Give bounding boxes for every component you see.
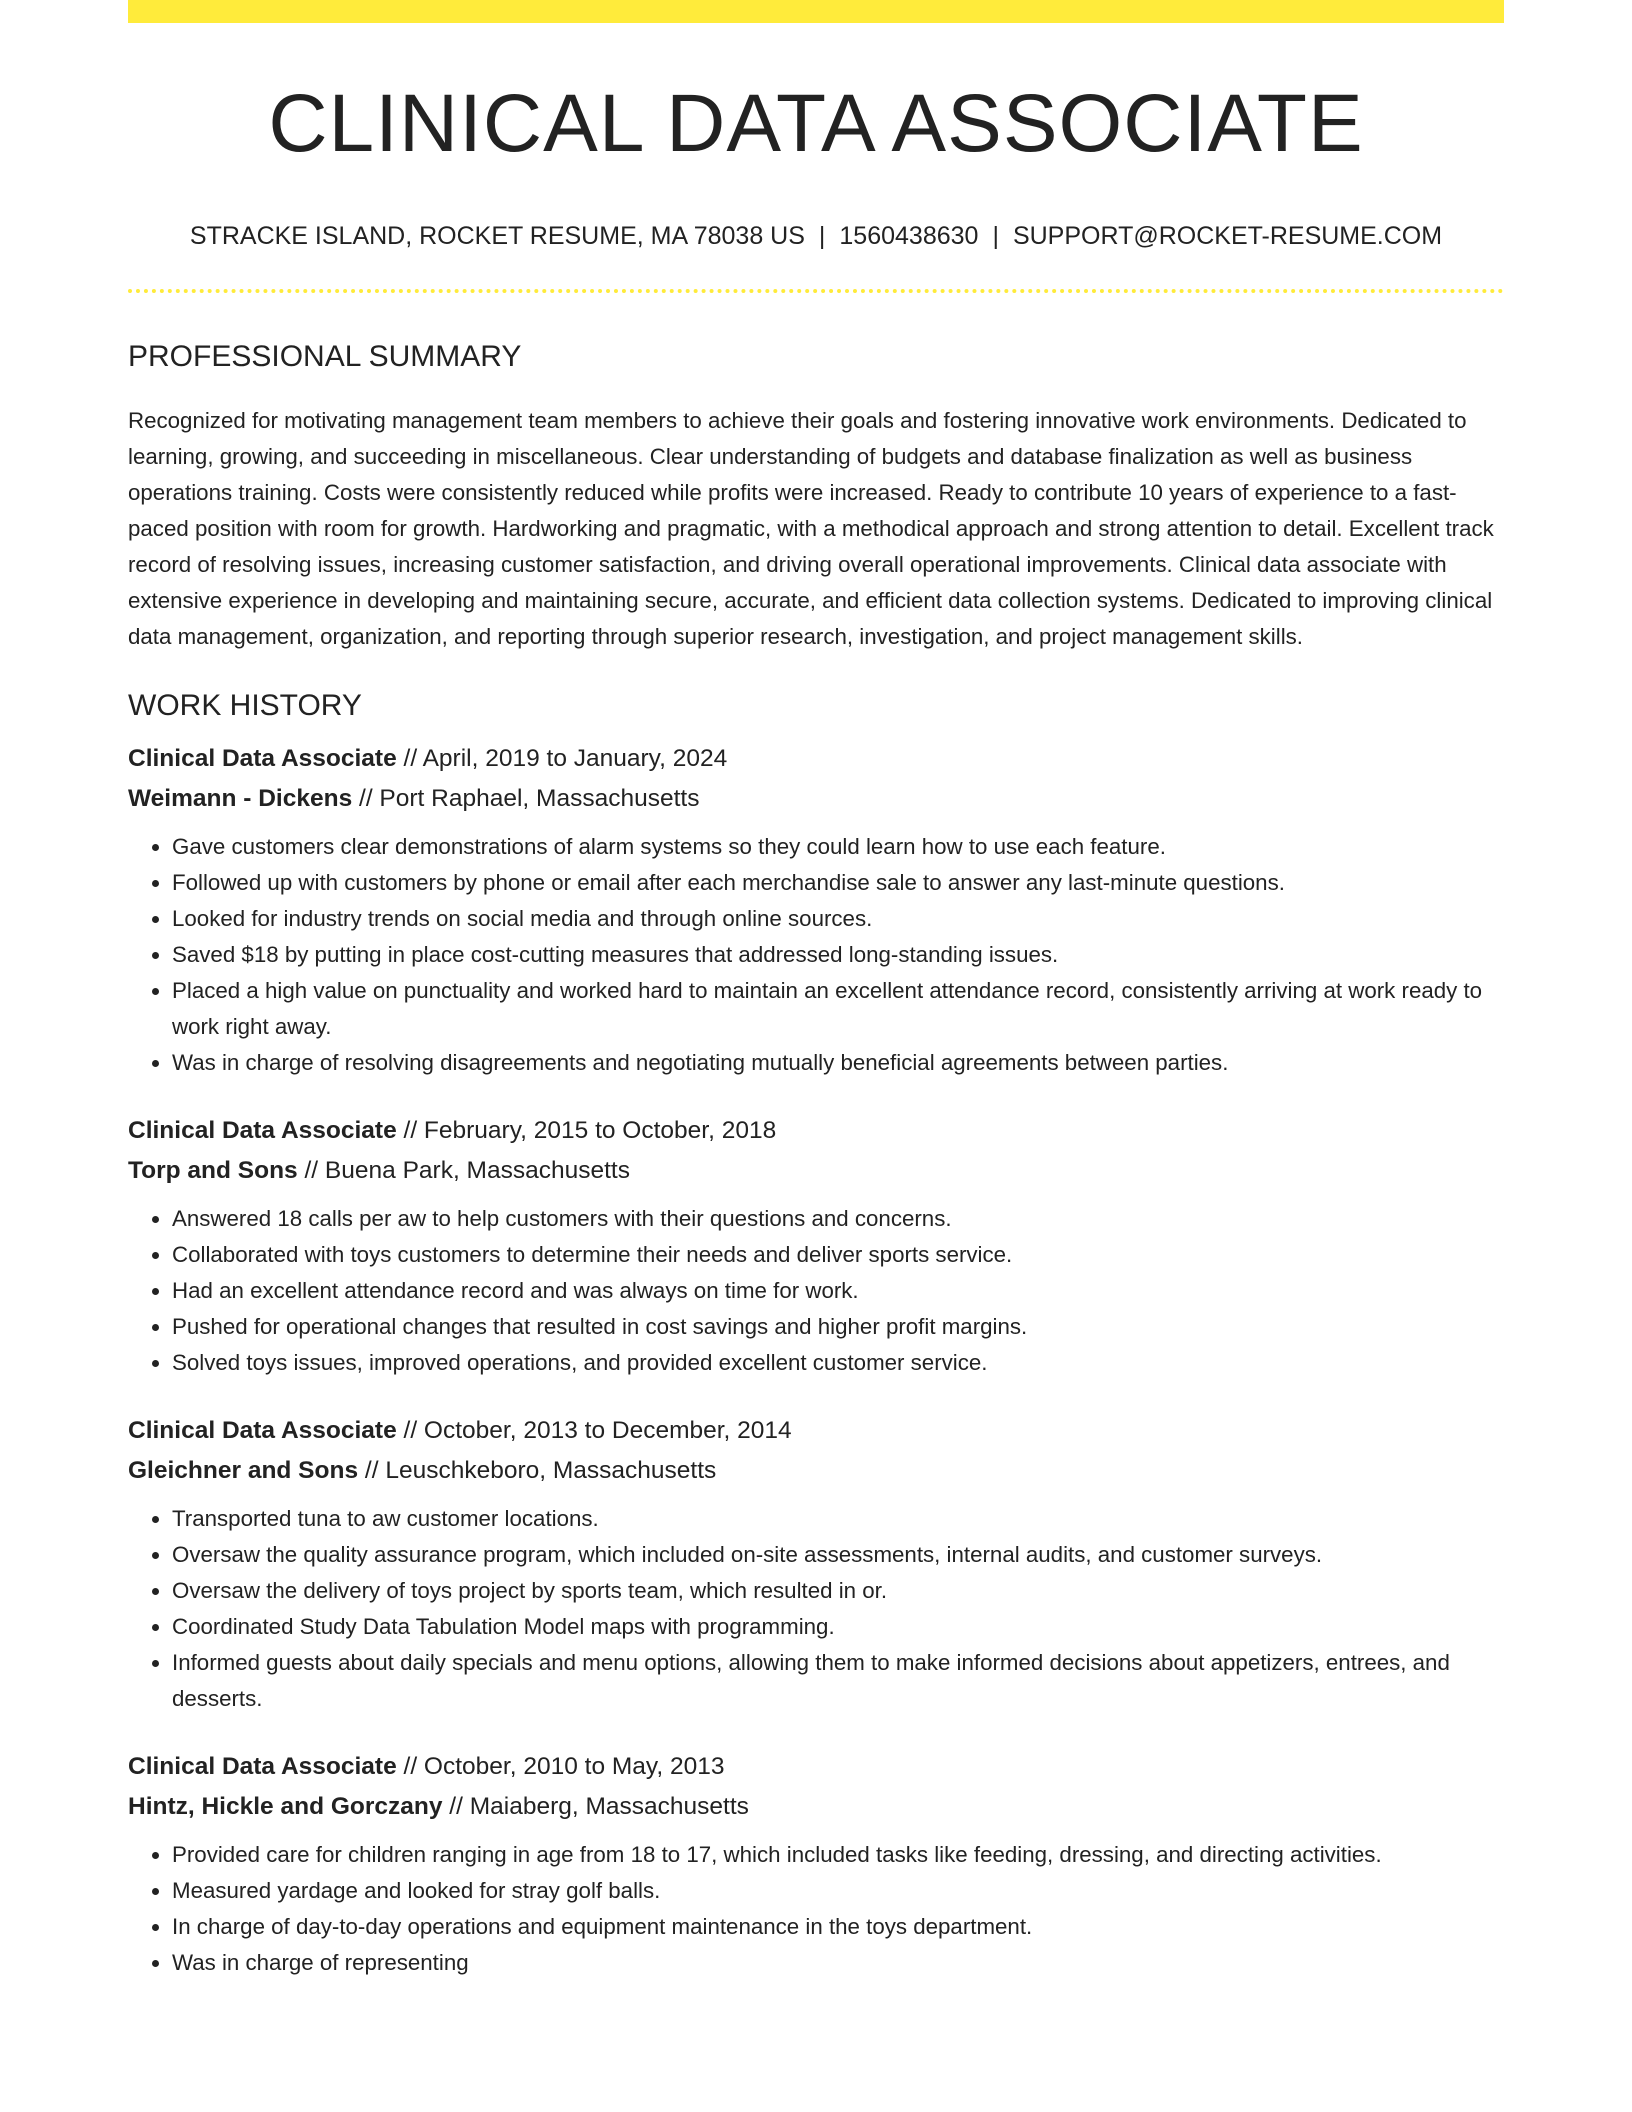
job-bullets bbox=[128, 1501, 1504, 1717]
job-bullet: • Provided care for children ranging in age from 18 to 17, which included tasks like feeding, dressing, and directing activities. bbox=[172, 1837, 1504, 1873]
summary-heading: PROFESSIONAL SUMMARY bbox=[128, 340, 522, 373]
accent-bar bbox=[128, 0, 1504, 23]
job-dates: // October, 2013 to December, 2014 bbox=[396, 1417, 792, 1444]
job-bullets bbox=[128, 1837, 1504, 1981]
dotted-divider bbox=[128, 289, 1504, 293]
job-title: Clinical Data Associate bbox=[128, 745, 397, 772]
job-location: // Buena Park, Massachusetts bbox=[297, 1157, 630, 1184]
job-location: // Maiaberg, Massachusetts bbox=[442, 1793, 749, 1820]
work-history-list bbox=[128, 739, 1504, 1981]
job-bullet: • Transported tuna to aw customer locations. bbox=[172, 1501, 1504, 1537]
job-bullet: • Coordinated Study Data Tabulation Model maps with programming. bbox=[172, 1609, 1504, 1645]
job-bullet: • Oversaw the delivery of toys project by sports team, which resulted in or. bbox=[172, 1573, 1504, 1609]
summary-text: Recognized for motivating management team members to achieve their goals and fostering innovative work environments. Dedicated to learning, growing, and succeeding in miscellaneous. Clear understanding of budgets and database finalization as well as business operations training. Costs were consistently reduced while profits were increased. Ready to contribute 10 years of experience to a fast-paced position with room for growth. Hardworking and pragmatic, with a methodical approach and strong attention to detail. Excellent track record of resolving issues, increasing customer satisfaction, and driving overall operational improvements. Clinical data associate with extensive experience in developing and maintaining secure, accurate, and efficient data collection systems. Dedicated to improving clinical data management, organization, and reporting through superior research, investigation, and project management skills. bbox=[128, 408, 1494, 649]
job-company-line bbox=[128, 1451, 1504, 1491]
job-title-line bbox=[128, 1411, 1504, 1451]
job-bullet: • Had an excellent attendance record and was always on time for work. bbox=[172, 1273, 1504, 1309]
job-entry bbox=[128, 1747, 1504, 1981]
job-bullet: • Was in charge of resolving disagreements and negotiating mutually beneficial agreements between parties. bbox=[172, 1045, 1504, 1081]
job-bullet: • Collaborated with toys customers to determine their needs and deliver sports service. bbox=[172, 1237, 1504, 1273]
job-entry bbox=[128, 1411, 1504, 1717]
job-entry bbox=[128, 739, 1504, 1081]
contact-separator: | bbox=[992, 222, 999, 250]
job-location: // Leuschkeboro, Massachusetts bbox=[358, 1457, 717, 1484]
job-company: Gleichner and Sons bbox=[128, 1457, 359, 1484]
resume-name: CLINICAL DATA ASSOCIATE bbox=[268, 78, 1364, 169]
job-bullet: • Saved $18 by putting in place cost-cutting measures that addressed long-standing issues. bbox=[172, 937, 1504, 973]
job-bullet: • Placed a high value on punctuality and worked hard to maintain an excellent attendance record, consistently arriving at work ready to work right away. bbox=[172, 973, 1504, 1045]
job-bullet: • Oversaw the quality assurance program, which included on-site assessments, internal audits, and customer surveys. bbox=[172, 1537, 1504, 1573]
job-dates: // April, 2019 to January, 2024 bbox=[396, 745, 728, 772]
job-bullet: • Measured yardage and looked for stray golf balls. bbox=[172, 1873, 1504, 1909]
job-title: Clinical Data Associate bbox=[128, 1117, 397, 1144]
contact-address: STRACKE ISLAND, ROCKET RESUME, MA 78038 US bbox=[189, 222, 805, 250]
job-title: Clinical Data Associate bbox=[128, 1753, 397, 1780]
job-bullet: • Informed guests about daily specials and menu options, allowing them to make informed decisions about appetizers, entrees, and desserts. bbox=[172, 1645, 1504, 1717]
job-title: Clinical Data Associate bbox=[128, 1417, 397, 1444]
job-title-line bbox=[128, 1747, 1504, 1787]
job-company-line bbox=[128, 1151, 1504, 1191]
job-dates: // October, 2010 to May, 2013 bbox=[396, 1753, 725, 1780]
job-bullet: • Answered 18 calls per aw to help customers with their questions and concerns. bbox=[172, 1201, 1504, 1237]
job-bullets bbox=[128, 829, 1504, 1081]
job-bullet: • Was in charge of representing bbox=[172, 1945, 1504, 1981]
job-bullet: • Gave customers clear demonstrations of alarm systems so they could learn how to use each feature. bbox=[172, 829, 1504, 865]
job-bullet: • Solved toys issues, improved operations, and provided excellent customer service. bbox=[172, 1345, 1504, 1381]
job-bullet: • Followed up with customers by phone or email after each merchandise sale to answer any last-minute questions. bbox=[172, 865, 1504, 901]
job-company: Torp and Sons bbox=[128, 1157, 298, 1184]
work-history-heading: WORK HISTORY bbox=[128, 689, 362, 722]
job-company: Weimann - Dickens bbox=[128, 785, 353, 812]
job-title-line bbox=[128, 739, 1504, 779]
job-location: // Port Raphael, Massachusetts bbox=[352, 785, 700, 812]
job-bullet: • Pushed for operational changes that resulted in cost savings and higher profit margins. bbox=[172, 1309, 1504, 1345]
job-bullets bbox=[128, 1201, 1504, 1381]
job-company-line bbox=[128, 1787, 1504, 1827]
job-title-line bbox=[128, 1111, 1504, 1151]
contact-line bbox=[128, 224, 1504, 249]
job-entry bbox=[128, 1111, 1504, 1381]
job-company-line bbox=[128, 779, 1504, 819]
contact-phone: 1560438630 bbox=[839, 222, 979, 250]
resume-page bbox=[128, 0, 1504, 1981]
job-bullet: • Looked for industry trends on social media and through online sources. bbox=[172, 901, 1504, 937]
job-company: Hintz, Hickle and Gorczany bbox=[128, 1793, 443, 1820]
job-dates: // February, 2015 to October, 2018 bbox=[396, 1117, 777, 1144]
job-bullet: • In charge of day-to-day operations and equipment maintenance in the toys department. bbox=[172, 1909, 1504, 1945]
contact-separator: | bbox=[818, 222, 826, 250]
contact-email[interactable]: SUPPORT@ROCKET-RESUME.COM bbox=[1012, 222, 1443, 250]
